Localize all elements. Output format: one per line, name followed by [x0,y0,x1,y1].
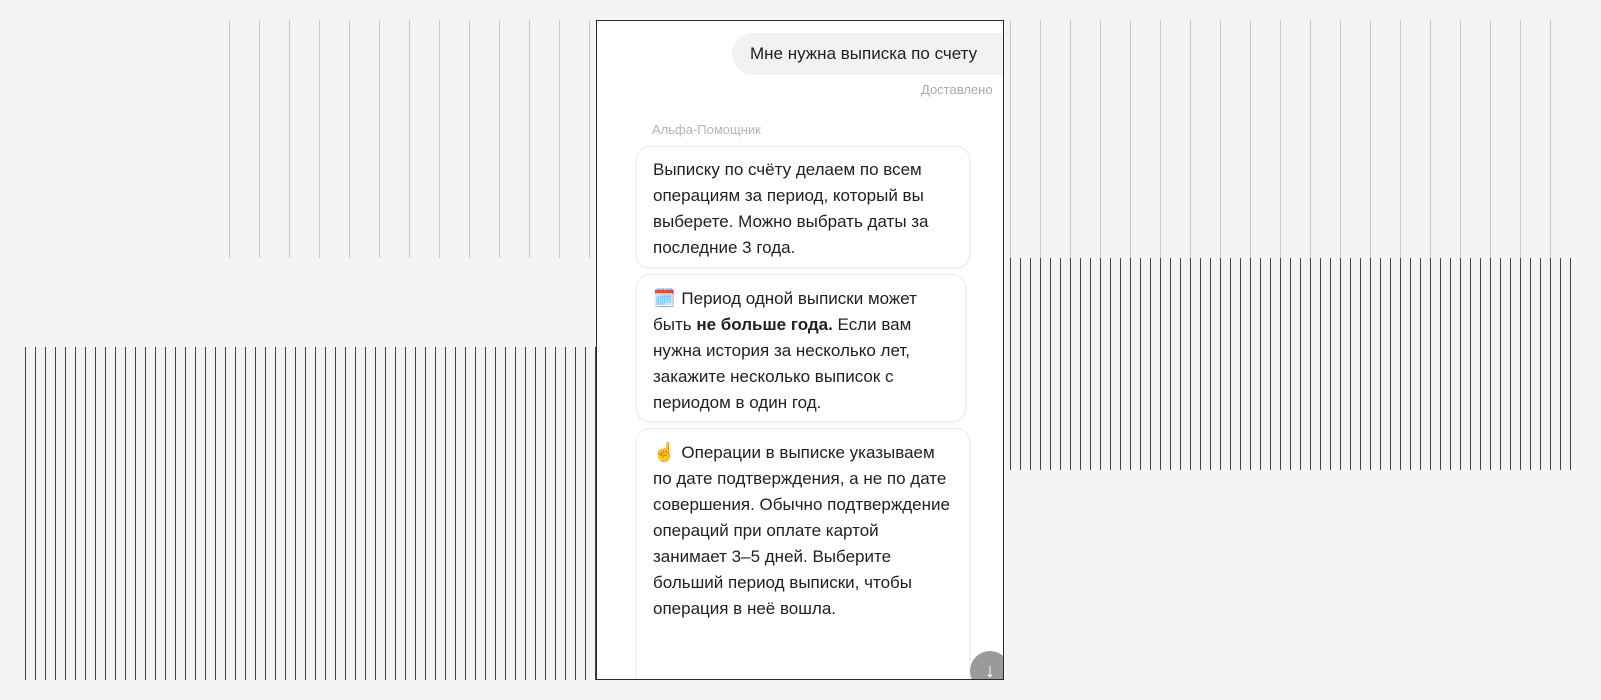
chat-screen [596,20,1004,680]
bot-message-text: Операции в выписке указываем по дате подтверждения, а не по дате совершения. Обычно подтверждение операций при оплате картой занимает 3–5 дней. Выберите больший период выписки, чтобы операция в неё вошла. [653,443,950,618]
bot-message-bubble [636,428,970,680]
delivery-status: Доставлено [921,82,993,97]
bot-message-bubble [636,274,966,422]
calendar-icon: 🗓️ [653,288,676,308]
bot-message-text: Период одной выписки может быть [653,289,917,334]
bot-message-bubble [636,146,970,268]
background-stripes-top-right [1010,20,1551,258]
background-stripes-left [25,347,596,680]
background-stripes-top-left [229,20,596,258]
user-message-text: Мне нужна выписка по счету [750,44,978,63]
arrow-down-icon: ↓ [985,660,995,680]
bot-message-bold-text: не больше года. [696,315,833,334]
pointing-up-icon: ☝️ [653,442,676,462]
bot-message-text: Выписку по счёту делаем по всем операциям за период, который вы выберете. Можно выбрать даты за последние 3 года. [653,160,929,257]
bot-message-text: Если вам нужна история за несколько лет, закажите несколько выписок с периодом в один год. [653,315,912,412]
bot-sender-name: Альфа-Помощник [652,122,761,137]
user-message-bubble [732,33,1004,75]
background-stripes-right [1010,258,1573,470]
scroll-down-button[interactable] [970,651,1004,680]
